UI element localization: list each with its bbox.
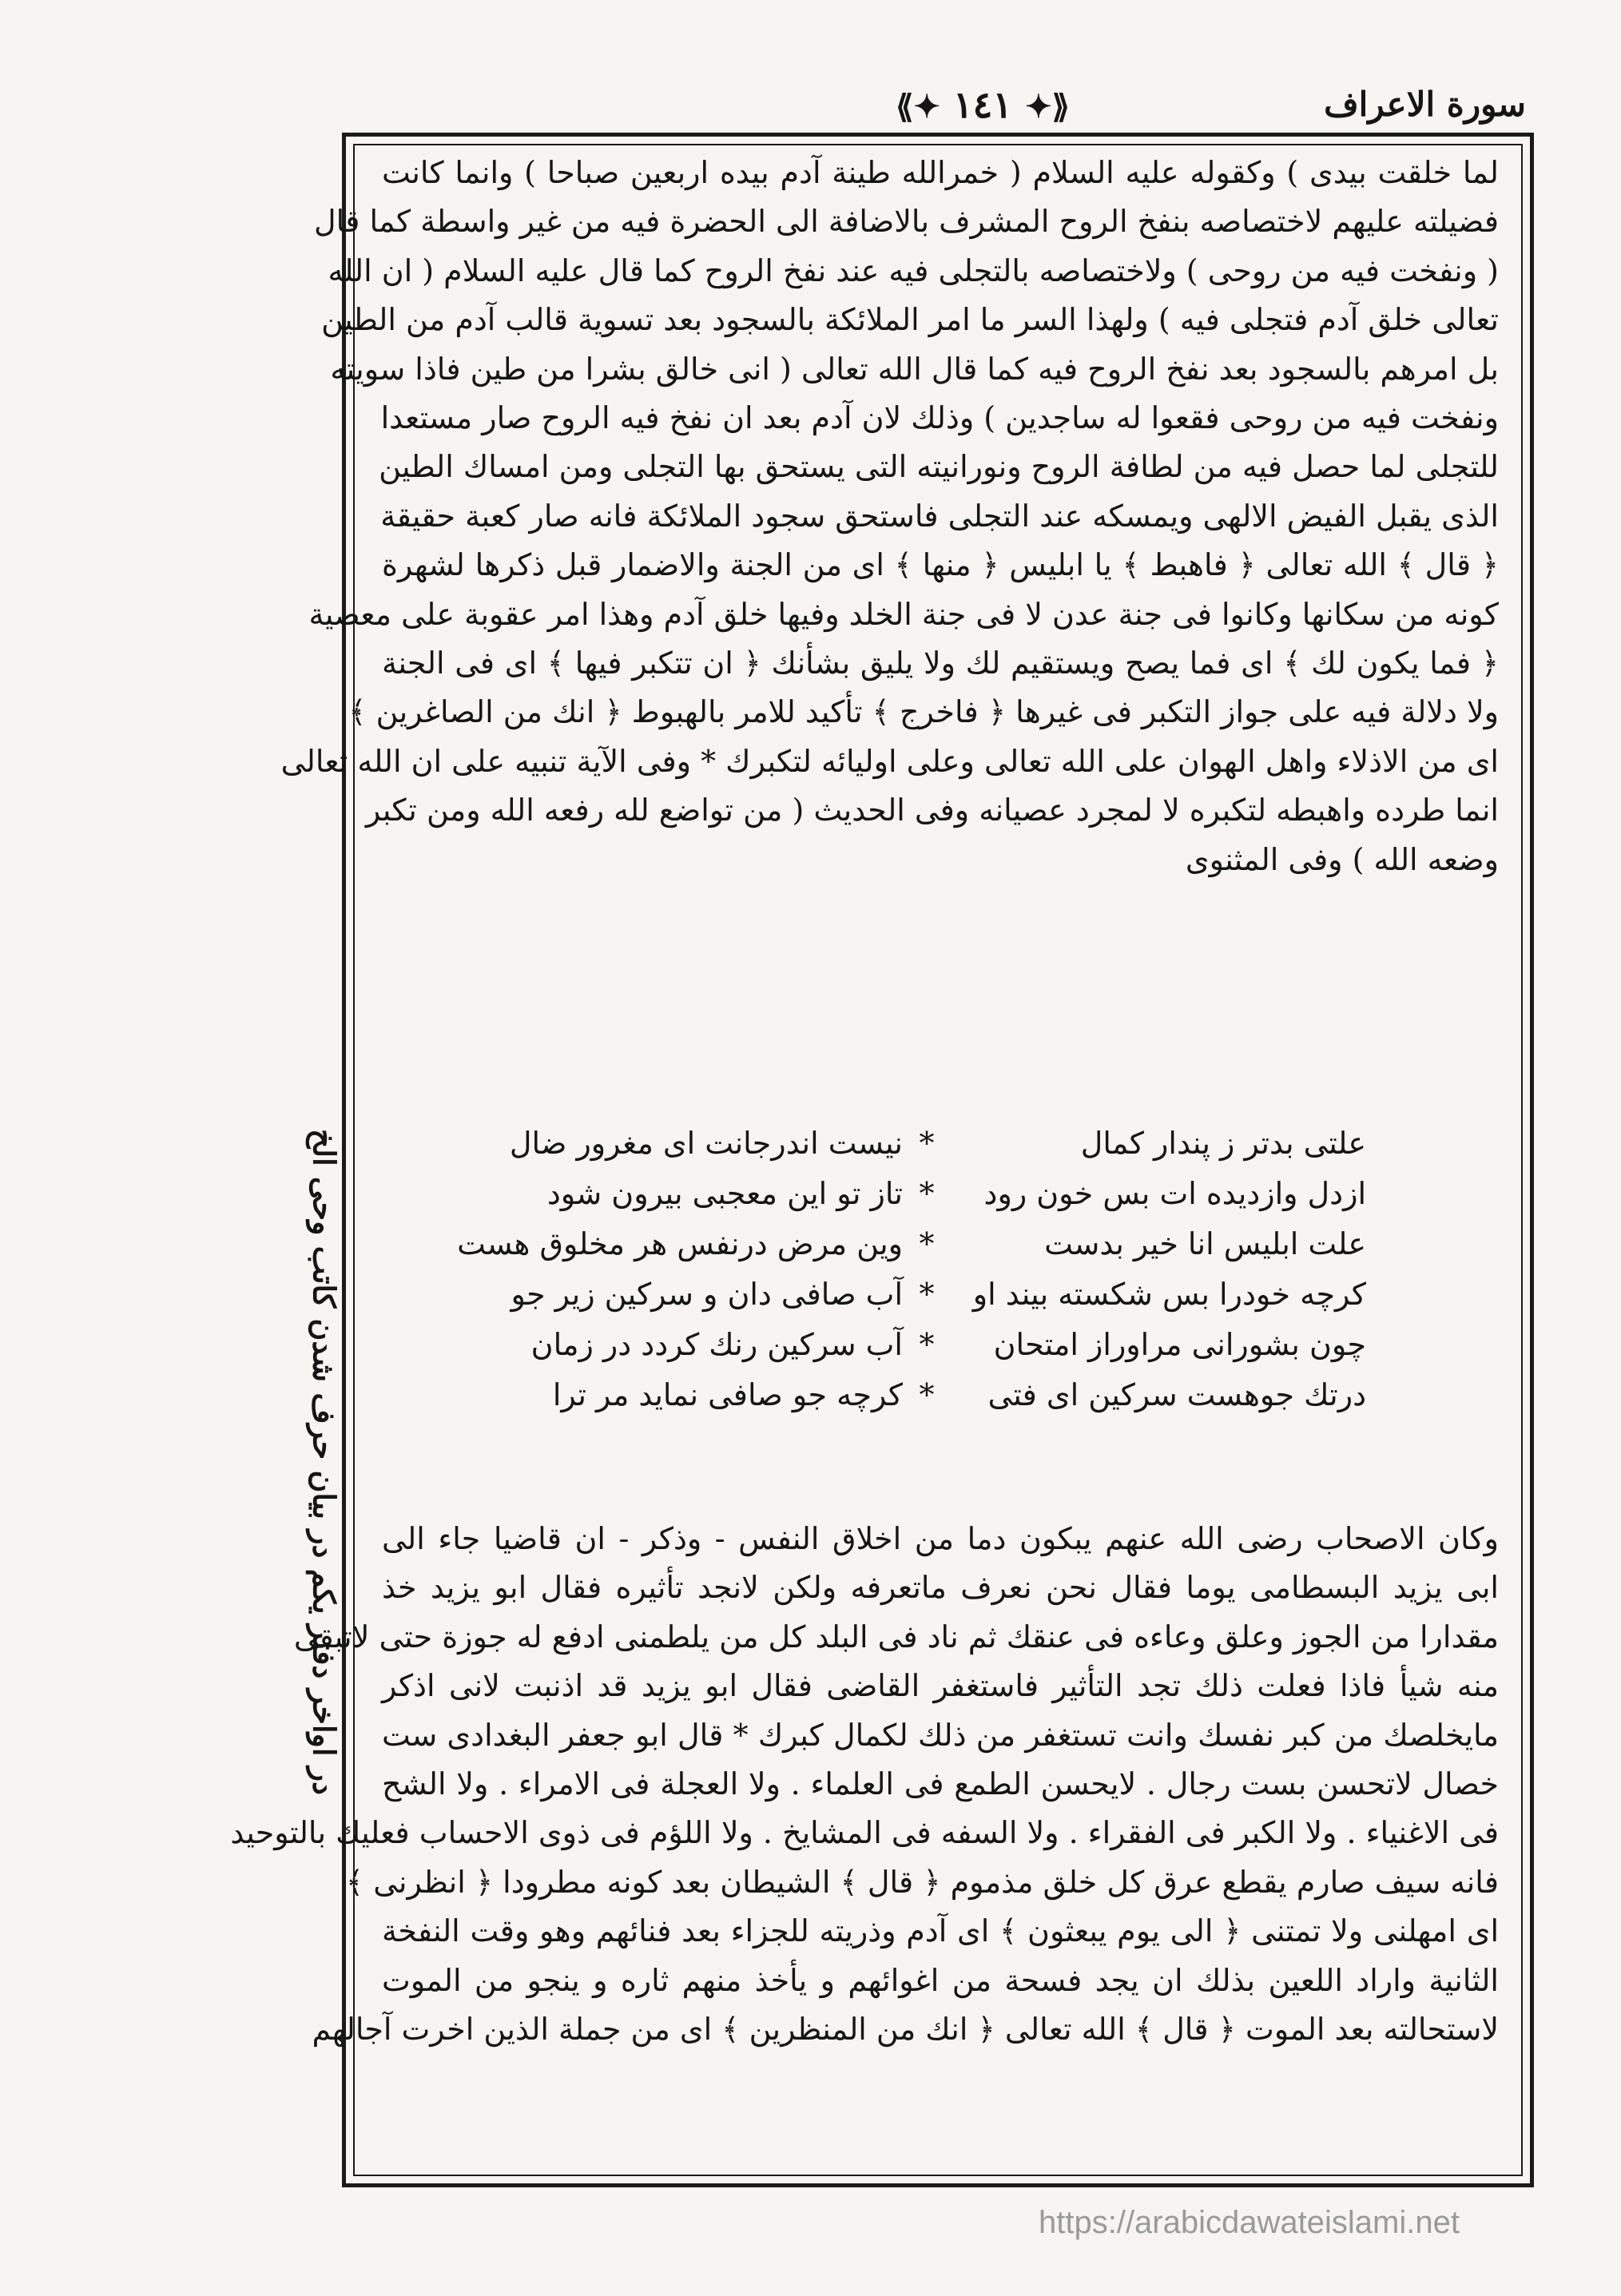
page-number-text: ١٤١ [952,83,1013,126]
text-line: فانه سيف صارم يقطع عرق كل خلق مذموم ﴿ قال ﴾ الشيطان بعد كونه مطرودا ﴿ انظرنى ﴾ [345,1864,1499,1900]
text-line: اى من الاذلاء واهل الهوان على الله تعالى وعلى اوليائه لتكبرك * وفى الآية تنبيه على ان الله تعالى [280,743,1499,779]
text-line: انما طرده واهبطه لتكبره لا لمجرد عصيانه وفى الحديث ( من تواضع لله رفعه الله ومن تكبر [365,792,1499,828]
text-line: ولا دلالة فيه على جواز التكبر فى غيرها ﴿ فاخرج ﴾ تأكيد للامر بالهبوط ﴿ انك من الصاغرين ﴾ [348,694,1499,730]
text-line: لما خلقت بيدى ) وكقوله عليه السلام ( خمرالله طينة آدم بيده اربعين صباحا ) وانما كانت [382,155,1499,190]
verse-second-hemistich: تاز تو اين معجبى بيرون شود [546,1176,903,1211]
verse-couplet [487,1118,1366,1169]
text-line: كونه من سكانها وكانوا فى جنة عدن لا فى جنة الخلد وفيها خلق آدم وهذا امر عقوبة على معصية [308,596,1499,632]
verse-second-hemistich: آب سركين رنك كردد در زمان [530,1327,903,1362]
verse-second-hemistich: وين مرض درنفس هر مخلوق هست [457,1226,903,1261]
verse-separator: * [919,1126,935,1161]
verse-separator: * [919,1327,935,1362]
text-line: مايخلصك من كبر نفسك وانت تستغفر من ذلك لكمال كبرك * قال ابو جعفر البغدادى ست [382,1717,1499,1753]
verse-second-hemistich: نيست اندرجانت اى مغرور ضال [509,1126,903,1161]
verse-separator: * [919,1377,935,1412]
verse-first-hemistich: كرچه خودرا بس شكسته بيند او [972,1277,1366,1312]
text-line: ابى يزيد البسطامى يوما فقال نحن نعرف ماتعرفه ولكن لانجد تأثيره فقال ابو يزيد خذ [382,1570,1499,1606]
text-line: ونفخت فيه من روحى فقعوا له ساجدين ) وذلك لان آدم بعد ان نفخ فيه الروح صار مستعدا [380,400,1499,436]
verse-couplet [487,1269,1366,1320]
margin-note [300,1055,349,1869]
text-line: تعالى خلق آدم فتجلى فيه ) ولهذا السر ما امر الملائكة بالسجود بعد تسوية قالب آدم من الطين [321,302,1499,338]
text-line: وضعه الله ) وفى المثنوى [1185,841,1499,877]
verse-couplet [457,1219,1366,1269]
text-line: الذى يقبل الفيض الالهى ويمسكه عند التجلى فاستحق سجود الملائكة فانه صار كعبة حقيقة [380,498,1499,534]
verse-first-hemistich: چون بشورانى مراوراز امتحان [993,1327,1366,1362]
surah-name: سورة الاعراف [1324,85,1526,124]
verse-couplet [487,1320,1366,1370]
text-line: خصال لاتحسن بست رجال . لايحسن الطمع فى العلماء . ولا العجلة فى الامراء . ولا الشح [382,1766,1499,1802]
masnavi-verses [457,1118,1366,1420]
verse-couplet [487,1370,1366,1420]
text-line: ( ونفخت فيه من روحى ) ولاختصاصه بالتجلى فيه عند نفخ الروح كما قال عليه السلام ( ان الله [328,252,1499,288]
verse-second-hemistich: كرچه جو صافى نمايد مر ترا [552,1377,903,1412]
text-line: بل امرهم بالسجود بعد نفخ الروح فيه كما قال الله تعالى ( انى خالق بشرا من طين فاذا سويته [330,351,1499,387]
text-line: ﴿ فما يكون لك ﴾ اى فما يصح ويستقيم لك ولا يليق بشأنك ﴿ ان تتكبر فيها ﴾ اى فى الجنة [382,646,1499,681]
text-line: مقدارا من الجوز وعلق وعاءه فى عنقك ثم ناد فى البلد كل من يلطمنى ادفع له جوزة حتى لاتبقى [293,1619,1499,1654]
text-line: الثانية واراد اللعين بذلك ان يجد فسحة من اغوائهم و يأخذ منهم ثاره و ينجو من الموت [382,1962,1499,1998]
watermark: https://arabicdawateislami.net [1039,2205,1460,2240]
verse-second-hemistich: آب صافى دان و سركين زير جو [511,1277,903,1312]
text-line: فضيلته عليهم لاختصاصه بنفخ الروح المشرف بالاضافة الى الحضرة فيه من غير واسطة كما قال [314,204,1499,240]
verse-first-hemistich: درتك جوهست سركين اى فتى [987,1377,1366,1412]
verse-couplet [487,1169,1366,1219]
verse-separator: * [919,1226,935,1261]
text-line: فى الاغنياء . ولا الكبر فى الفقراء . ولا السفه فى المشايخ . ولا اللؤم فى ذوى الاحساب فعليك بالتوحيد [230,1815,1499,1851]
body-text-upper [280,149,1499,884]
text-line: ﴿ قال ﴾ الله تعالى ﴿ فاهبط ﴾ يا ابليس ﴿ منها ﴾ اى من الجنة والاضمار قبل ذكرها لشهرة [382,547,1499,583]
text-line: وكان الاصحاب رضى الله عنهم يبكون دما من اخلاق النفس - وذكر - ان قاضيا جاء الى [382,1521,1499,1556]
verse-first-hemistich: ازدل وازديده ات بس خون رود [983,1176,1366,1211]
verse-first-hemistich: علتى بدتر ز پندار كمال [1080,1126,1366,1161]
verse-separator: * [919,1176,935,1211]
margin-note-text: در اواخر دفتر يكم در بيان حرف شدن كاتب وحى الخ [306,1129,343,1795]
verse-first-hemistich: علت ابليس انا خير بدست [1044,1226,1366,1261]
ornament-left-icon: ⟪✦ [1025,88,1070,125]
body-text-lower [230,1515,1499,2054]
text-line: اى امهلنى ولا تمتنى ﴿ الى يوم يبعثون ﴾ اى آدم وذريته للجزاء بعد فنائهم وهو وقت النفخة [382,1913,1499,1949]
page-number [863,83,1103,126]
verse-separator: * [919,1277,935,1312]
text-line: للتجلى لما حصل فيه من لطافة الروح ونورانيته التى يستحق بها التجلى ومن امساك الطين [379,449,1499,485]
text-line: منه شيأ فاذا فعلت ذلك تجد التأثير فاستغفر القاضى فقال ابو يزيد قد اذنبت لانى اذكر [382,1668,1499,1704]
text-line: لاستحالته بعد الموت ﴿ قال ﴾ الله تعالى ﴿ انك من المنظرين ﴾ اى من جملة الذين اخرت آجالهم [312,2012,1499,2048]
ornament-right-icon: ✦⟫ [896,88,940,125]
page-header [352,83,1550,131]
